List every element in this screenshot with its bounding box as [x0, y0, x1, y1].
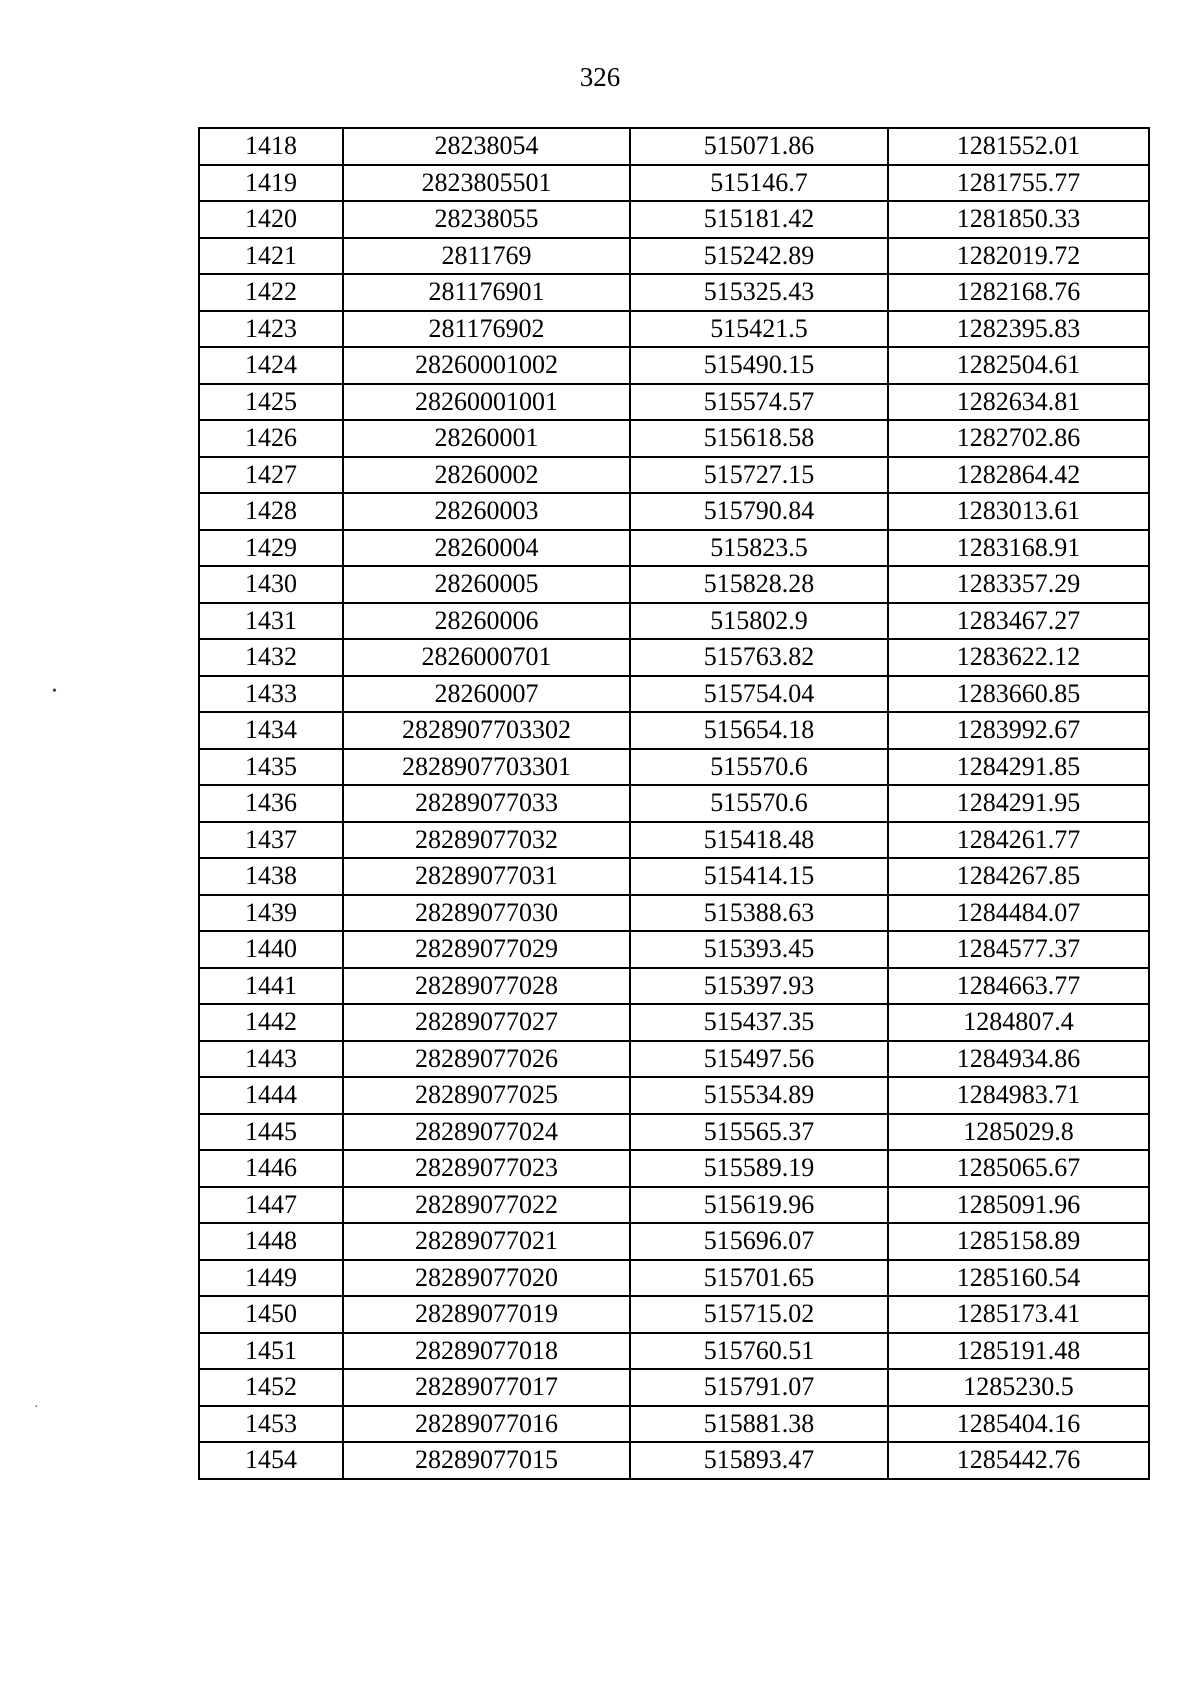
- x-coordinate-cell: 515763.82: [630, 639, 888, 676]
- y-coordinate-cell: 1285173.41: [888, 1296, 1149, 1333]
- x-coordinate-cell: 515790.84: [630, 493, 888, 530]
- x-coordinate-cell: 515881.38: [630, 1406, 888, 1443]
- x-coordinate-cell: 515393.45: [630, 931, 888, 968]
- table-row: [199, 274, 1149, 311]
- table-row: [199, 457, 1149, 494]
- row-number-cell: 1452: [199, 1369, 343, 1406]
- point-id-cell: 28260007: [343, 676, 630, 713]
- x-coordinate-cell: 515760.51: [630, 1333, 888, 1370]
- table-row: [199, 384, 1149, 421]
- table-row: [199, 165, 1149, 202]
- point-id-cell: 28238055: [343, 201, 630, 238]
- point-id-cell: 28289077033: [343, 785, 630, 822]
- table-row: [199, 822, 1149, 859]
- x-coordinate-cell: 515421.5: [630, 311, 888, 348]
- x-coordinate-cell: 515570.6: [630, 749, 888, 786]
- y-coordinate-cell: 1282504.61: [888, 347, 1149, 384]
- point-id-cell: 2823805501: [343, 165, 630, 202]
- row-number-cell: 1446: [199, 1150, 343, 1187]
- table-row: [199, 968, 1149, 1005]
- point-id-cell: 28260006: [343, 603, 630, 640]
- row-number-cell: 1450: [199, 1296, 343, 1333]
- point-id-cell: 28289077032: [343, 822, 630, 859]
- x-coordinate-cell: 515574.57: [630, 384, 888, 421]
- table-row: [199, 1004, 1149, 1041]
- y-coordinate-cell: 1285158.89: [888, 1223, 1149, 1260]
- table-row: [199, 931, 1149, 968]
- table-row: [199, 1223, 1149, 1260]
- row-number-cell: 1420: [199, 201, 343, 238]
- x-coordinate-cell: 515619.96: [630, 1187, 888, 1224]
- y-coordinate-cell: 1284934.86: [888, 1041, 1149, 1078]
- point-id-cell: 281176901: [343, 274, 630, 311]
- row-number-cell: 1444: [199, 1077, 343, 1114]
- y-coordinate-cell: 1284983.71: [888, 1077, 1149, 1114]
- y-coordinate-cell: 1282168.76: [888, 274, 1149, 311]
- y-coordinate-cell: 1284484.07: [888, 895, 1149, 932]
- y-coordinate-cell: 1283357.29: [888, 566, 1149, 603]
- table-row: [199, 749, 1149, 786]
- x-coordinate-cell: 515397.93: [630, 968, 888, 1005]
- row-number-cell: 1449: [199, 1260, 343, 1297]
- x-coordinate-cell: 515791.07: [630, 1369, 888, 1406]
- point-id-cell: 28260002: [343, 457, 630, 494]
- row-number-cell: 1454: [199, 1442, 343, 1479]
- y-coordinate-cell: 1285404.16: [888, 1406, 1149, 1443]
- row-number-cell: 1438: [199, 858, 343, 895]
- table-row: [199, 1442, 1149, 1479]
- table-row: [199, 493, 1149, 530]
- row-number-cell: 1423: [199, 311, 343, 348]
- x-coordinate-cell: 515437.35: [630, 1004, 888, 1041]
- y-coordinate-cell: 1283013.61: [888, 493, 1149, 530]
- point-id-cell: 28260005: [343, 566, 630, 603]
- y-coordinate-cell: 1282395.83: [888, 311, 1149, 348]
- point-id-cell: 28289077020: [343, 1260, 630, 1297]
- table-row: [199, 785, 1149, 822]
- row-number-cell: 1419: [199, 165, 343, 202]
- point-id-cell: 28289077018: [343, 1333, 630, 1370]
- row-number-cell: 1437: [199, 822, 343, 859]
- x-coordinate-cell: 515242.89: [630, 238, 888, 275]
- row-number-cell: 1445: [199, 1114, 343, 1151]
- x-coordinate-cell: 515589.19: [630, 1150, 888, 1187]
- point-id-cell: 28289077024: [343, 1114, 630, 1151]
- y-coordinate-cell: 1284663.77: [888, 968, 1149, 1005]
- point-id-cell: 28289077030: [343, 895, 630, 932]
- point-id-cell: 28289077025: [343, 1077, 630, 1114]
- y-coordinate-cell: 1282634.81: [888, 384, 1149, 421]
- table-row: [199, 311, 1149, 348]
- y-coordinate-cell: 1284577.37: [888, 931, 1149, 968]
- y-coordinate-cell: 1284291.95: [888, 785, 1149, 822]
- table-row: [199, 1296, 1149, 1333]
- y-coordinate-cell: 1284261.77: [888, 822, 1149, 859]
- point-id-cell: 28260001: [343, 420, 630, 457]
- row-number-cell: 1426: [199, 420, 343, 457]
- x-coordinate-cell: 515654.18: [630, 712, 888, 749]
- point-id-cell: 28289077019: [343, 1296, 630, 1333]
- y-coordinate-cell: 1284807.4: [888, 1004, 1149, 1041]
- table-row: [199, 1114, 1149, 1151]
- point-id-cell: 28260001001: [343, 384, 630, 421]
- row-number-cell: 1430: [199, 566, 343, 603]
- row-number-cell: 1442: [199, 1004, 343, 1041]
- row-number-cell: 1434: [199, 712, 343, 749]
- row-number-cell: 1425: [199, 384, 343, 421]
- row-number-cell: 1447: [199, 1187, 343, 1224]
- y-coordinate-cell: 1281755.77: [888, 165, 1149, 202]
- point-id-cell: 28260003: [343, 493, 630, 530]
- table-row: [199, 566, 1149, 603]
- row-number-cell: 1428: [199, 493, 343, 530]
- row-number-cell: 1424: [199, 347, 343, 384]
- row-number-cell: 1448: [199, 1223, 343, 1260]
- table-body: [199, 128, 1149, 1479]
- x-coordinate-cell: 515565.37: [630, 1114, 888, 1151]
- table-row: [199, 1260, 1149, 1297]
- y-coordinate-cell: 1285191.48: [888, 1333, 1149, 1370]
- row-number-cell: 1453: [199, 1406, 343, 1443]
- table-row: [199, 712, 1149, 749]
- y-coordinate-cell: 1283660.85: [888, 676, 1149, 713]
- row-number-cell: 1427: [199, 457, 343, 494]
- x-coordinate-cell: 515490.15: [630, 347, 888, 384]
- row-number-cell: 1422: [199, 274, 343, 311]
- x-coordinate-cell: 515497.56: [630, 1041, 888, 1078]
- y-coordinate-cell: 1283992.67: [888, 712, 1149, 749]
- row-number-cell: 1439: [199, 895, 343, 932]
- table-row: [199, 639, 1149, 676]
- x-coordinate-cell: 515418.48: [630, 822, 888, 859]
- page-number: 326: [579, 62, 621, 92]
- y-coordinate-cell: 1283168.91: [888, 530, 1149, 567]
- point-id-cell: 28289077017: [343, 1369, 630, 1406]
- scan-speck: •: [52, 684, 57, 699]
- point-id-cell: 28289077026: [343, 1041, 630, 1078]
- point-id-cell: 28289077029: [343, 931, 630, 968]
- table-row: [199, 676, 1149, 713]
- x-coordinate-cell: 515325.43: [630, 274, 888, 311]
- table-row: [199, 1077, 1149, 1114]
- x-coordinate-cell: 515754.04: [630, 676, 888, 713]
- point-id-cell: 28289077031: [343, 858, 630, 895]
- x-coordinate-cell: 515534.89: [630, 1077, 888, 1114]
- x-coordinate-cell: 515823.5: [630, 530, 888, 567]
- row-number-cell: 1440: [199, 931, 343, 968]
- row-number-cell: 1435: [199, 749, 343, 786]
- table-row: [199, 1369, 1149, 1406]
- y-coordinate-cell: 1281552.01: [888, 128, 1149, 165]
- table-row: [199, 238, 1149, 275]
- point-id-cell: 28289077015: [343, 1442, 630, 1479]
- table-row: [199, 603, 1149, 640]
- table-row: [199, 128, 1149, 165]
- y-coordinate-cell: 1281850.33: [888, 201, 1149, 238]
- x-coordinate-cell: 515727.15: [630, 457, 888, 494]
- table-row: [199, 530, 1149, 567]
- x-coordinate-cell: 515802.9: [630, 603, 888, 640]
- x-coordinate-cell: 515696.07: [630, 1223, 888, 1260]
- point-id-cell: 28260001002: [343, 347, 630, 384]
- table-row: [199, 1406, 1149, 1443]
- coordinates-table: [198, 127, 1150, 1480]
- row-number-cell: 1436: [199, 785, 343, 822]
- point-id-cell: 28289077023: [343, 1150, 630, 1187]
- point-id-cell: 281176902: [343, 311, 630, 348]
- row-number-cell: 1433: [199, 676, 343, 713]
- x-coordinate-cell: 515893.47: [630, 1442, 888, 1479]
- table-row: [199, 1041, 1149, 1078]
- row-number-cell: 1429: [199, 530, 343, 567]
- y-coordinate-cell: 1285442.76: [888, 1442, 1149, 1479]
- point-id-cell: 2811769: [343, 238, 630, 275]
- x-coordinate-cell: 515701.65: [630, 1260, 888, 1297]
- y-coordinate-cell: 1284291.85: [888, 749, 1149, 786]
- point-id-cell: 28289077021: [343, 1223, 630, 1260]
- table-row: [199, 420, 1149, 457]
- y-coordinate-cell: 1282702.86: [888, 420, 1149, 457]
- table-row: [199, 1333, 1149, 1370]
- point-id-cell: 28289077016: [343, 1406, 630, 1443]
- x-coordinate-cell: 515828.28: [630, 566, 888, 603]
- y-coordinate-cell: 1284267.85: [888, 858, 1149, 895]
- point-id-cell: 28289077028: [343, 968, 630, 1005]
- table-row: [199, 895, 1149, 932]
- row-number-cell: 1443: [199, 1041, 343, 1078]
- point-id-cell: 28289077022: [343, 1187, 630, 1224]
- y-coordinate-cell: 1285029.8: [888, 1114, 1149, 1151]
- y-coordinate-cell: 1283622.12: [888, 639, 1149, 676]
- x-coordinate-cell: 515388.63: [630, 895, 888, 932]
- scan-speck: ·: [34, 1400, 39, 1415]
- table-row: [199, 347, 1149, 384]
- point-id-cell: 2828907703302: [343, 712, 630, 749]
- x-coordinate-cell: 515715.02: [630, 1296, 888, 1333]
- table-row: [199, 1187, 1149, 1224]
- y-coordinate-cell: 1282864.42: [888, 457, 1149, 494]
- x-coordinate-cell: 515618.58: [630, 420, 888, 457]
- x-coordinate-cell: 515146.7: [630, 165, 888, 202]
- point-id-cell: 28260004: [343, 530, 630, 567]
- x-coordinate-cell: 515414.15: [630, 858, 888, 895]
- x-coordinate-cell: 515071.86: [630, 128, 888, 165]
- y-coordinate-cell: 1285091.96: [888, 1187, 1149, 1224]
- x-coordinate-cell: 515570.6: [630, 785, 888, 822]
- point-id-cell: 28289077027: [343, 1004, 630, 1041]
- y-coordinate-cell: 1285230.5: [888, 1369, 1149, 1406]
- y-coordinate-cell: 1285160.54: [888, 1260, 1149, 1297]
- row-number-cell: 1432: [199, 639, 343, 676]
- point-id-cell: 2826000701: [343, 639, 630, 676]
- y-coordinate-cell: 1285065.67: [888, 1150, 1149, 1187]
- table-row: [199, 201, 1149, 238]
- x-coordinate-cell: 515181.42: [630, 201, 888, 238]
- y-coordinate-cell: 1282019.72: [888, 238, 1149, 275]
- table-row: [199, 858, 1149, 895]
- row-number-cell: 1421: [199, 238, 343, 275]
- point-id-cell: 2828907703301: [343, 749, 630, 786]
- row-number-cell: 1441: [199, 968, 343, 1005]
- point-id-cell: 28238054: [343, 128, 630, 165]
- row-number-cell: 1418: [199, 128, 343, 165]
- table-row: [199, 1150, 1149, 1187]
- row-number-cell: 1451: [199, 1333, 343, 1370]
- row-number-cell: 1431: [199, 603, 343, 640]
- y-coordinate-cell: 1283467.27: [888, 603, 1149, 640]
